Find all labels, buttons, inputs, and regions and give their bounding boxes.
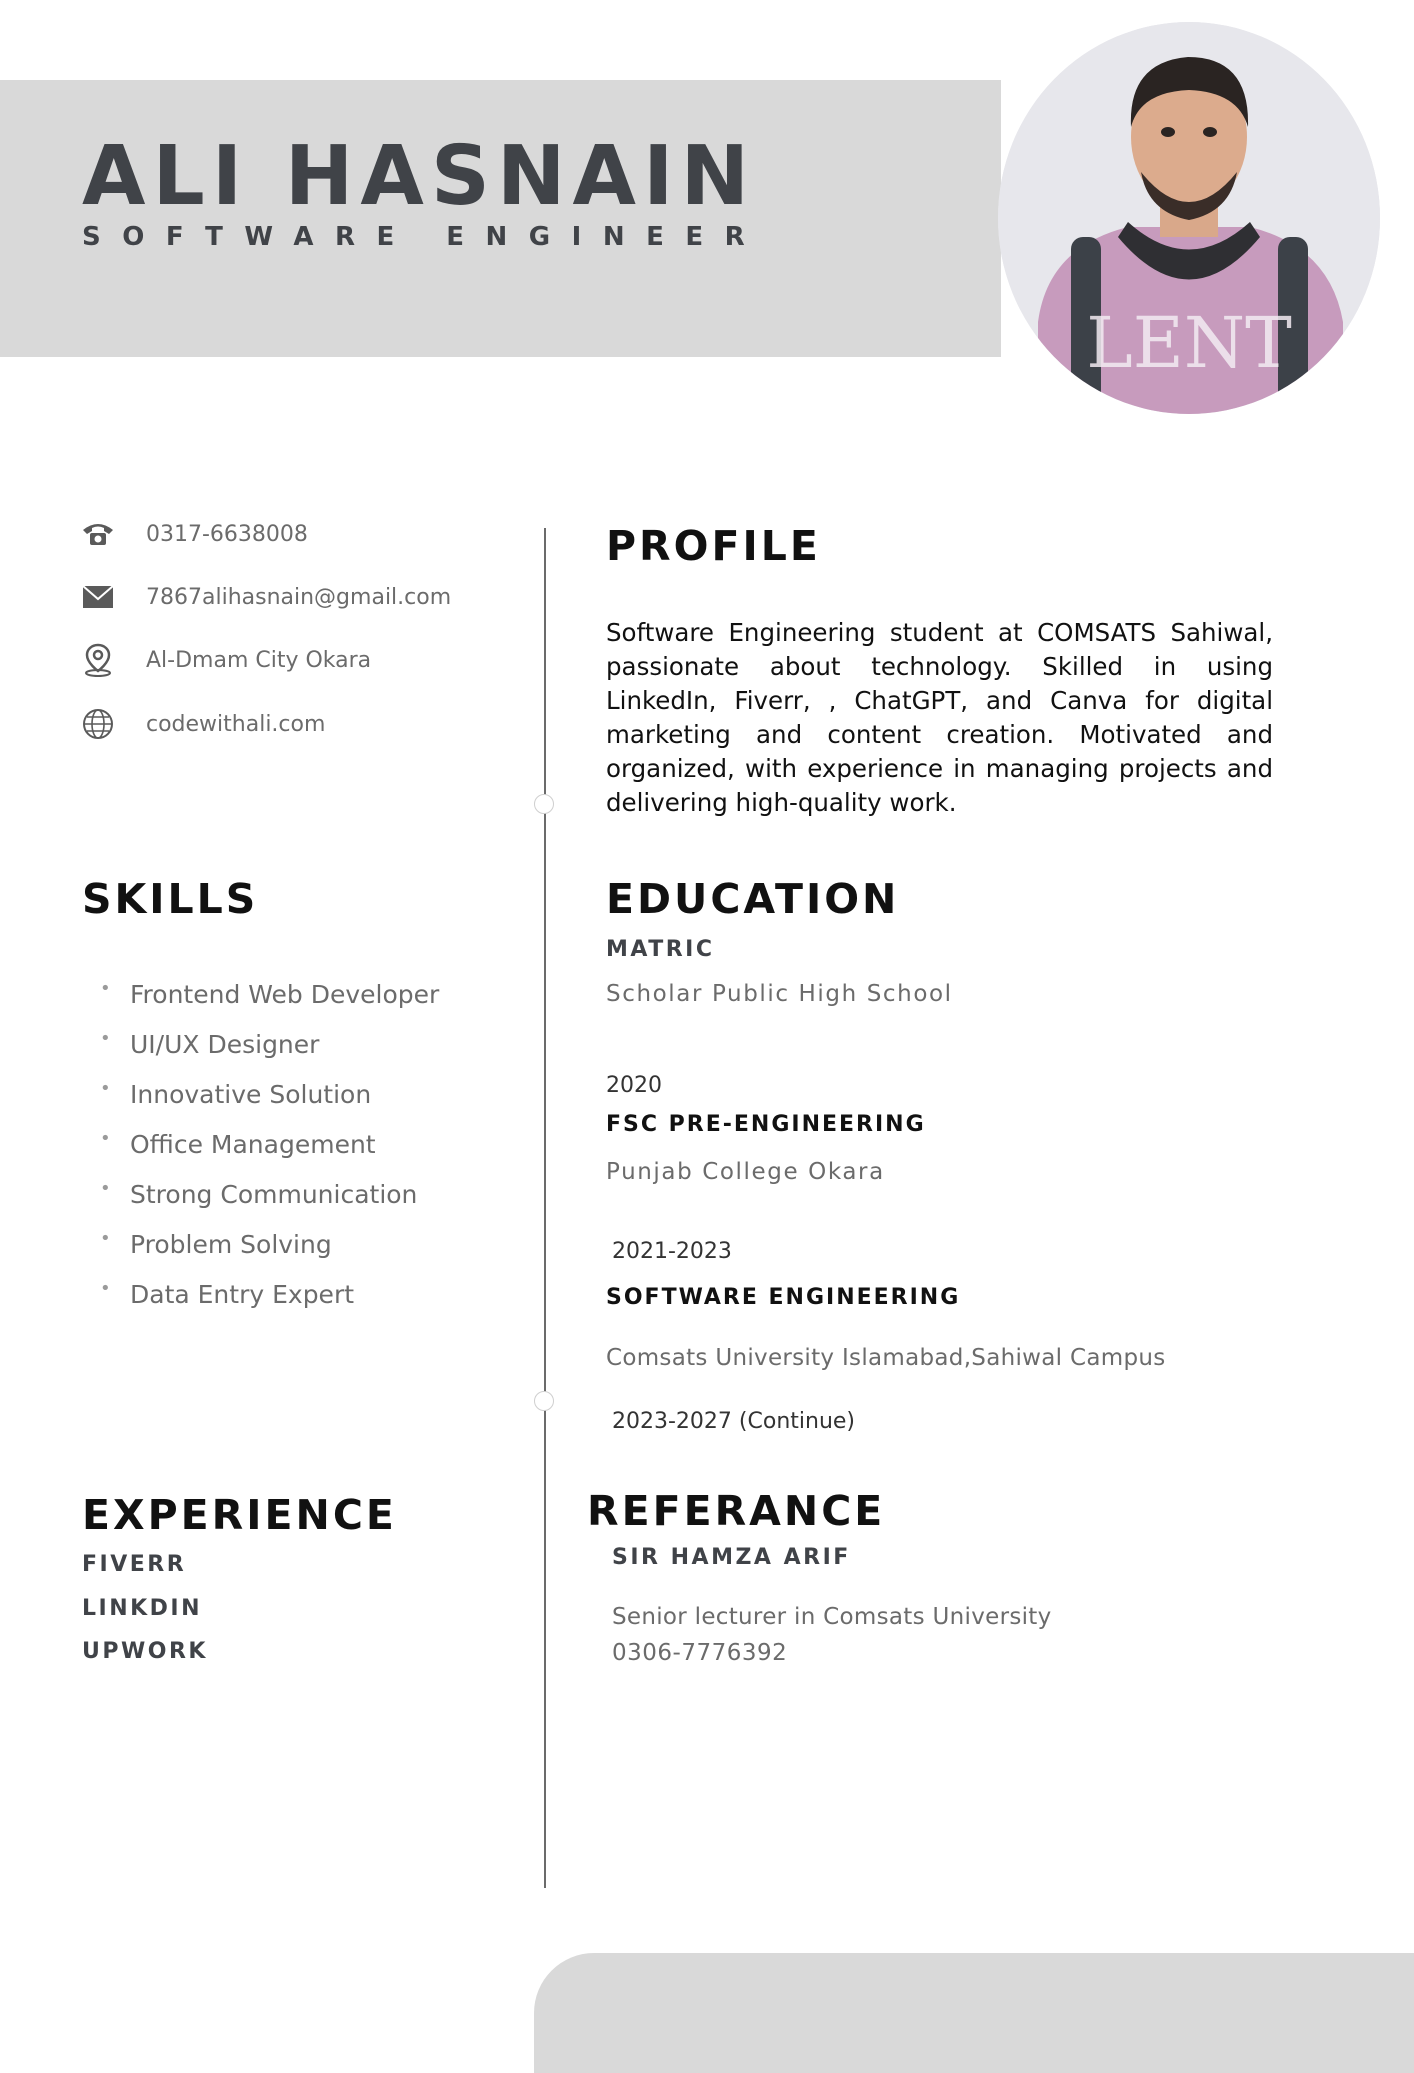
education-heading: EDUCATION [606, 875, 900, 923]
divider-dot [534, 794, 554, 814]
skill-item: • Problem Solving [100, 1230, 439, 1280]
candidate-title: SOFTWARE ENGINEER [82, 222, 767, 252]
portrait-illustration [998, 22, 1380, 414]
skills-heading: SKILLS [82, 875, 259, 923]
reference-phone[interactable]: 0306-7776392 [612, 1640, 788, 1666]
education-years: 2023-2027 (Continue) [612, 1409, 855, 1434]
contact-email-text: 7867alihasnain@gmail.com [146, 584, 452, 610]
contact-location [80, 640, 371, 680]
experience-heading: EXPERIENCE [82, 1491, 397, 1539]
skill-item: • Office Management [100, 1130, 439, 1180]
reference-position: Senior lecturer in Comsats University [612, 1604, 1052, 1630]
candidate-name: ALI HASNAIN [82, 129, 757, 224]
skill-item: • Data Entry Expert [100, 1280, 439, 1330]
reference-heading: REFERANCE [587, 1487, 886, 1535]
svg-text:LENT: LENT [1086, 302, 1292, 384]
skill-item: • Strong Communication [100, 1180, 439, 1230]
phone-icon [80, 516, 116, 552]
education-school: Punjab College Okara [606, 1159, 885, 1185]
education-degree: MATRIC [606, 937, 715, 962]
skill-item: • UI/UX Designer [100, 1030, 439, 1080]
profile-summary: Software Engineering student at COMSATS Sahiwal, passionate about technology. Skilled in using LinkedIn, Fiverr, , ChatGPT, and Canva for digital marketing and content creation. Motivated and organized, with experience in managing projects and delivering high-quality work. [606, 618, 1273, 817]
education-school: Comsats University Islamabad,Sahiwal Campus [606, 1345, 1166, 1371]
contact-website[interactable] [80, 704, 325, 744]
contact-email[interactable] [80, 577, 451, 617]
experience-item: LINKDIN [82, 1596, 203, 1621]
education-school: Scholar Public High School [606, 981, 953, 1007]
contact-phone-text: 0317-6638008 [146, 521, 308, 547]
reference-name: SIR HAMZA ARIF [612, 1545, 851, 1570]
contact-location-text: Al-Dmam City Okara [146, 647, 372, 673]
education-degree: FSC PRE-ENGINEERING [606, 1112, 926, 1137]
footer-band [534, 1953, 1414, 2073]
divider-dot [534, 1391, 554, 1411]
profile-photo [998, 22, 1380, 414]
profile-heading: PROFILE [606, 522, 821, 570]
skill-item: • Frontend Web Developer [100, 980, 439, 1030]
education-years: 2021-2023 [612, 1239, 732, 1264]
contact-phone[interactable] [80, 514, 308, 554]
mail-icon [80, 579, 116, 615]
education-degree: SOFTWARE ENGINEERING [606, 1285, 961, 1310]
globe-icon [80, 706, 116, 742]
contact-website-text: codewithali.com [146, 711, 326, 737]
location-icon [80, 642, 116, 678]
experience-item: UPWORK [82, 1639, 208, 1664]
skill-item: • Innovative Solution [100, 1080, 439, 1130]
education-years: 2020 [606, 1073, 662, 1098]
experience-item: FIVERR [82, 1552, 187, 1577]
column-divider [544, 528, 546, 1888]
skills-list [100, 980, 439, 1330]
